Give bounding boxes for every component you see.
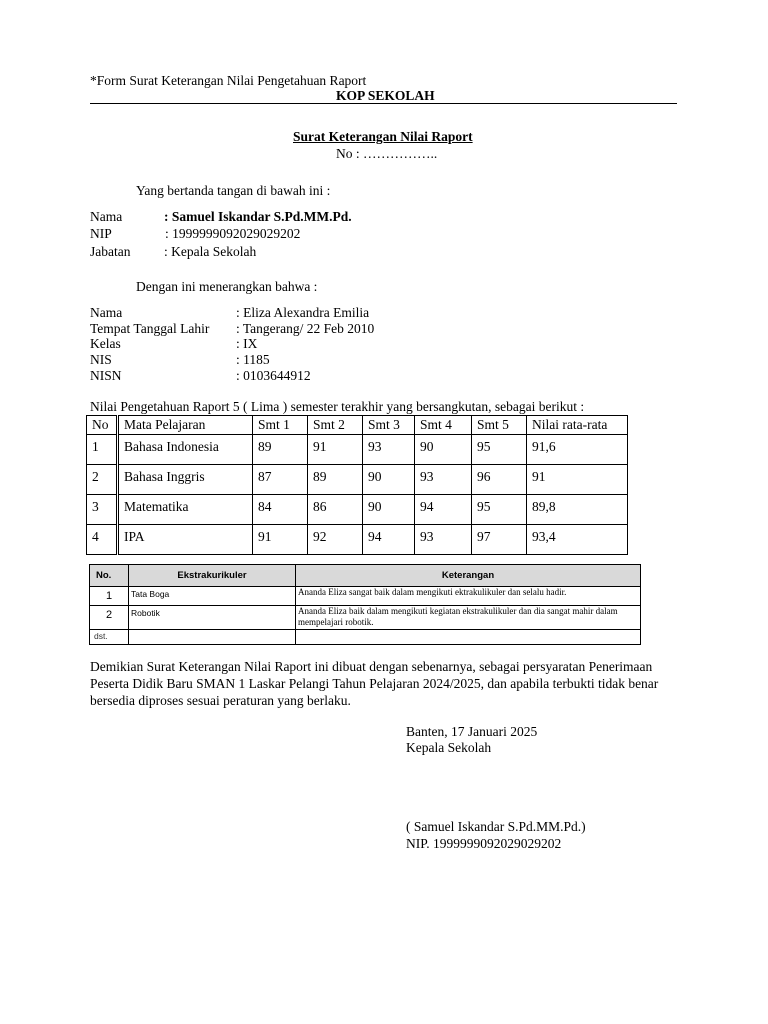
grades-cell: 97 — [472, 525, 527, 555]
grades-cell: 94 — [363, 525, 415, 555]
extra-cell: Tata Boga — [129, 587, 296, 606]
extra-cell: Robotik — [129, 606, 296, 630]
form-label: *Form Surat Keterangan Nilai Pengetahuan Raport — [90, 73, 367, 88]
grades-header-cell: Mata Pelajaran — [118, 416, 253, 435]
grades-cell: 84 — [253, 495, 308, 525]
extra-cell — [296, 630, 641, 645]
grades-cell: 89 — [308, 465, 363, 495]
extra-cell: dst. — [90, 630, 129, 645]
table-row — [87, 495, 628, 525]
student-name-label: Nama — [90, 305, 123, 320]
extra-cell: Ananda Eliza sangat baik dalam mengikuti ektrakulikuler dan selalu hadir. — [296, 587, 641, 606]
table-row — [87, 435, 628, 465]
extra-cell — [129, 630, 296, 645]
extracurricular-table — [89, 564, 641, 645]
letter-number: No : …………….. — [336, 146, 438, 161]
extra-cell: Ananda Eliza baik dalam mengikuti kegiatan ekstrakulikuler dan dia sangat mahir dalam mempelajari robotik. — [296, 606, 641, 630]
grades-cell: 90 — [363, 495, 415, 525]
grades-header-cell: Smt 3 — [363, 416, 415, 435]
grades-cell: 91,6 — [527, 435, 628, 465]
student-nis-value: : 1185 — [236, 352, 270, 367]
grades-cell: 89 — [253, 435, 308, 465]
grades-cell: 96 — [472, 465, 527, 495]
table-row — [87, 465, 628, 495]
grades-cell: 93 — [415, 465, 472, 495]
extra-cell: 2 — [90, 606, 129, 630]
grades-cell: IPA — [118, 525, 253, 555]
grades-header-cell: Smt 5 — [472, 416, 527, 435]
signer-position-value: : Kepala Sekolah — [164, 244, 257, 259]
grades-cell: 90 — [363, 465, 415, 495]
grades-cell: 90 — [415, 435, 472, 465]
grades-cell: 2 — [87, 465, 118, 495]
extra-header-cell: Keterangan — [296, 565, 641, 587]
signer-nip-value: : 1999999092029029202 — [165, 226, 301, 241]
signature-name: ( Samuel Iskandar S.Pd.MM.Pd.) — [406, 819, 586, 834]
grades-cell: 95 — [472, 495, 527, 525]
grades-cell: 91 — [308, 435, 363, 465]
grades-cell: 4 — [87, 525, 118, 555]
student-nisn-label: NISN — [90, 368, 122, 383]
grades-cell: 86 — [308, 495, 363, 525]
grades-cell: 94 — [415, 495, 472, 525]
grades-cell: 93 — [363, 435, 415, 465]
grades-cell: Bahasa Inggris — [118, 465, 253, 495]
grades-cell: 93,4 — [527, 525, 628, 555]
grades-cell: 87 — [253, 465, 308, 495]
extra-header-cell: Ekstrakurikuler — [129, 565, 296, 587]
signer-name-label: Nama — [90, 209, 123, 224]
student-nis-label: NIS — [90, 352, 112, 367]
grades-cell: 95 — [472, 435, 527, 465]
grades-cell: 92 — [308, 525, 363, 555]
kop-sekolah: KOP SEKOLAH — [336, 88, 435, 103]
extra-cell: 1 — [90, 587, 129, 606]
place-date: Banten, 17 Januari 2025 — [406, 724, 538, 739]
header-divider — [90, 103, 677, 104]
student-class-value: : IX — [236, 336, 258, 351]
grades-header-cell: No — [87, 416, 118, 435]
extra-header-row — [90, 565, 641, 587]
grades-cell: 93 — [415, 525, 472, 555]
grades-header-row — [87, 416, 628, 435]
student-birth-value: : Tangerang/ 22 Feb 2010 — [236, 321, 375, 336]
intro-signer: Yang bertanda tangan di bawah ini : — [136, 183, 331, 198]
grades-header-cell: Smt 4 — [415, 416, 472, 435]
intro-student: Dengan ini menerangkan bahwa : — [136, 279, 318, 294]
grades-header-cell: Smt 2 — [308, 416, 363, 435]
signer-role: Kepala Sekolah — [406, 740, 492, 755]
letter-title: Surat Keterangan Nilai Raport — [293, 129, 473, 144]
student-nisn-value: : 0103644912 — [236, 368, 311, 383]
student-name-value: : Eliza Alexandra Emilia — [236, 305, 370, 320]
grades-cell: Matematika — [118, 495, 253, 525]
table-row — [90, 606, 641, 630]
grades-table — [86, 415, 628, 555]
closing-paragraph: Demikian Surat Keterangan Nilai Raport ini dibuat dengan sebenarnya, sebagai persyaratan Penerimaan Peserta Didik Baru SMAN 1 Laskar Pelangi Tahun Pelajaran 2024/2025, dan apabila terbukti tidak benar bersedia diproses sesuai peraturan yang berlaku. — [90, 659, 659, 708]
grades-cell: 91 — [253, 525, 308, 555]
grades-cell: 1 — [87, 435, 118, 465]
signature-nip: NIP. 1999999092029029202 — [406, 836, 562, 851]
grades-cell: Bahasa Indonesia — [118, 435, 253, 465]
table-row — [90, 630, 641, 645]
grades-header-cell: Nilai rata-rata — [527, 416, 628, 435]
signer-nip-label: NIP — [90, 226, 112, 241]
grades-header-cell: Smt 1 — [253, 416, 308, 435]
table-row — [90, 587, 641, 606]
signer-name-value: : Samuel Iskandar S.Pd.MM.Pd. — [164, 209, 352, 224]
student-birth-label: Tempat Tanggal Lahir — [90, 321, 210, 336]
grades-cell: 3 — [87, 495, 118, 525]
grades-cell: 91 — [527, 465, 628, 495]
grades-cell: 89,8 — [527, 495, 628, 525]
signer-position-label: Jabatan — [90, 244, 131, 259]
table-row — [87, 525, 628, 555]
extra-header-cell: No. — [90, 565, 129, 587]
grades-intro: Nilai Pengetahuan Raport 5 ( Lima ) semester terakhir yang bersangkutan, sebagai berikut : — [90, 399, 585, 414]
student-class-label: Kelas — [90, 336, 121, 351]
